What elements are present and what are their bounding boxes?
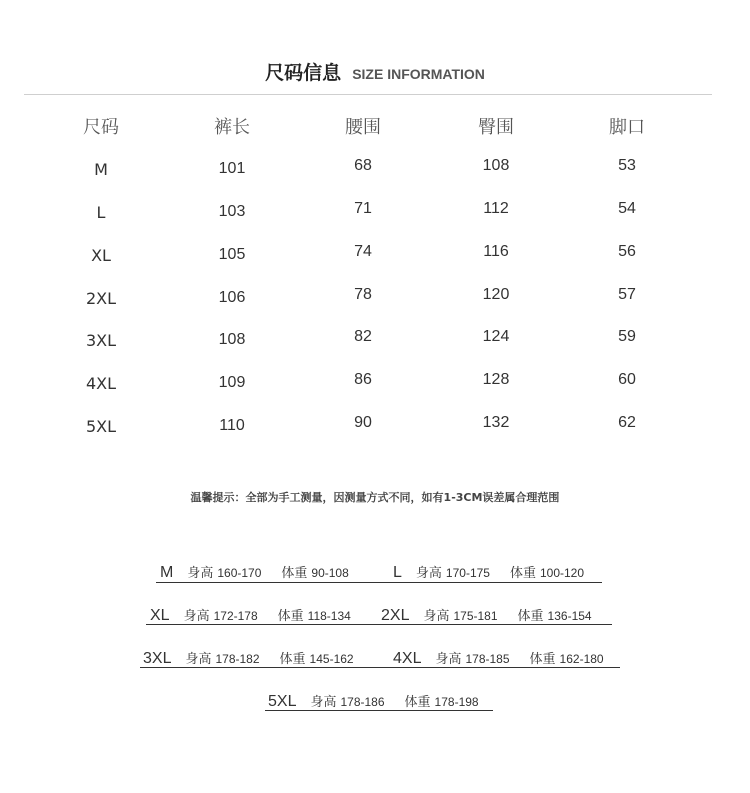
height-range: 170-175 <box>445 566 490 580</box>
table-cell-leg-opening: 56 <box>618 243 636 260</box>
weight-label: 体重 <box>281 566 308 581</box>
height-label: 身高 <box>310 695 337 710</box>
height-range: 172-178 <box>213 609 258 623</box>
table-cell-waist: 74 <box>354 243 372 260</box>
header-hip: 臀围 <box>478 117 514 138</box>
table-cell-size: 5XL <box>85 417 117 436</box>
table-cell-length: 110 <box>219 417 245 434</box>
weight-range: 136-154 <box>547 609 592 623</box>
weight-range: 178-198 <box>434 695 479 709</box>
underline <box>140 667 620 668</box>
recommend-item-2xl <box>381 605 592 625</box>
weight-label: 体重 <box>517 609 544 624</box>
header-waist: 腰围 <box>345 117 381 138</box>
recommend-item-l <box>393 562 584 582</box>
table-cell-size: M <box>94 160 108 179</box>
measurement-note: 温馨提示：全部为手工测量，因测量方式不同，如有1-3CM误差属合理范围 <box>190 491 560 504</box>
table-cell-length: 103 <box>218 203 246 220</box>
table-cell-leg-opening: 62 <box>618 414 636 431</box>
weight-range: 100-120 <box>539 566 585 580</box>
table-cell-waist: 78 <box>354 286 372 303</box>
height-range: 175-181 <box>453 609 498 623</box>
height-label: 身高 <box>183 609 210 624</box>
height-range: 160-170 <box>217 566 262 580</box>
recommend-size: 5XL <box>268 693 297 710</box>
table-cell-size: 3XL <box>85 331 117 350</box>
height-range: 178-185 <box>465 652 510 666</box>
title-divider <box>24 94 712 95</box>
recommend-size: 4XL <box>393 650 422 667</box>
recommend-item-4xl <box>393 648 604 668</box>
table-cell-size: 4XL <box>85 374 117 393</box>
table-cell-size: XL <box>91 246 111 265</box>
underline <box>265 710 493 711</box>
weight-range: 162-180 <box>559 652 604 666</box>
header-leg-opening: 脚口 <box>609 117 645 138</box>
table-cell-hip: 124 <box>482 328 510 345</box>
height-label: 身高 <box>185 652 212 667</box>
header-length: 裤长 <box>214 117 250 138</box>
table-cell-hip: 108 <box>482 157 510 174</box>
recommend-size: L <box>393 564 402 581</box>
table-cell-hip: 116 <box>483 243 509 260</box>
height-range: 178-182 <box>215 652 260 666</box>
recommend-size: M <box>160 564 174 581</box>
table-cell-length: 105 <box>218 246 246 263</box>
table-cell-size: 2XL <box>85 289 117 308</box>
recommend-item-xl <box>150 605 351 625</box>
table-cell-hip: 128 <box>482 371 510 388</box>
table-cell-waist: 71 <box>354 200 372 217</box>
weight-label: 体重 <box>529 652 556 667</box>
recommend-size: 2XL <box>381 607 410 624</box>
table-cell-leg-opening: 59 <box>618 328 636 345</box>
weight-label: 体重 <box>404 695 431 710</box>
height-label: 身高 <box>187 566 214 581</box>
underline <box>146 624 612 625</box>
weight-label: 体重 <box>277 609 304 624</box>
table-cell-hip: 132 <box>482 414 510 431</box>
table-cell-size: L <box>96 203 106 222</box>
table-cell-leg-opening: 53 <box>618 157 636 174</box>
recommend-item-m <box>160 562 349 582</box>
weight-range: 90-108 <box>311 566 349 580</box>
recommend-size: 3XL <box>143 650 172 667</box>
table-cell-leg-opening: 54 <box>618 200 636 217</box>
height-label: 身高 <box>415 566 442 581</box>
height-label: 身高 <box>423 609 450 624</box>
table-cell-waist: 86 <box>354 371 372 388</box>
weight-range: 145-162 <box>309 652 354 666</box>
table-cell-leg-opening: 60 <box>618 371 636 388</box>
table-cell-length: 101 <box>218 160 246 177</box>
table-cell-waist: 82 <box>354 328 372 345</box>
table-cell-hip: 112 <box>483 200 509 217</box>
title-chinese: 尺码信息 <box>265 62 342 84</box>
recommend-size: XL <box>150 607 170 624</box>
weight-label: 体重 <box>279 652 306 667</box>
table-cell-length: 108 <box>218 331 246 348</box>
page-title <box>0 58 750 85</box>
recommend-item-3xl <box>143 648 354 668</box>
table-cell-waist: 90 <box>354 414 372 431</box>
table-cell-leg-opening: 57 <box>618 286 636 303</box>
table-cell-waist: 68 <box>354 157 372 174</box>
header-size: 尺码 <box>83 117 119 138</box>
weight-range: 118-134 <box>307 609 351 623</box>
table-cell-hip: 120 <box>482 286 510 303</box>
underline <box>156 582 602 583</box>
table-cell-length: 106 <box>218 289 246 306</box>
height-range: 178-186 <box>340 695 385 709</box>
title-english: SIZE INFORMATION <box>352 66 485 82</box>
height-label: 身高 <box>435 652 462 667</box>
weight-label: 体重 <box>509 566 536 581</box>
recommend-item-5xl <box>268 691 479 711</box>
table-cell-length: 109 <box>218 374 246 391</box>
